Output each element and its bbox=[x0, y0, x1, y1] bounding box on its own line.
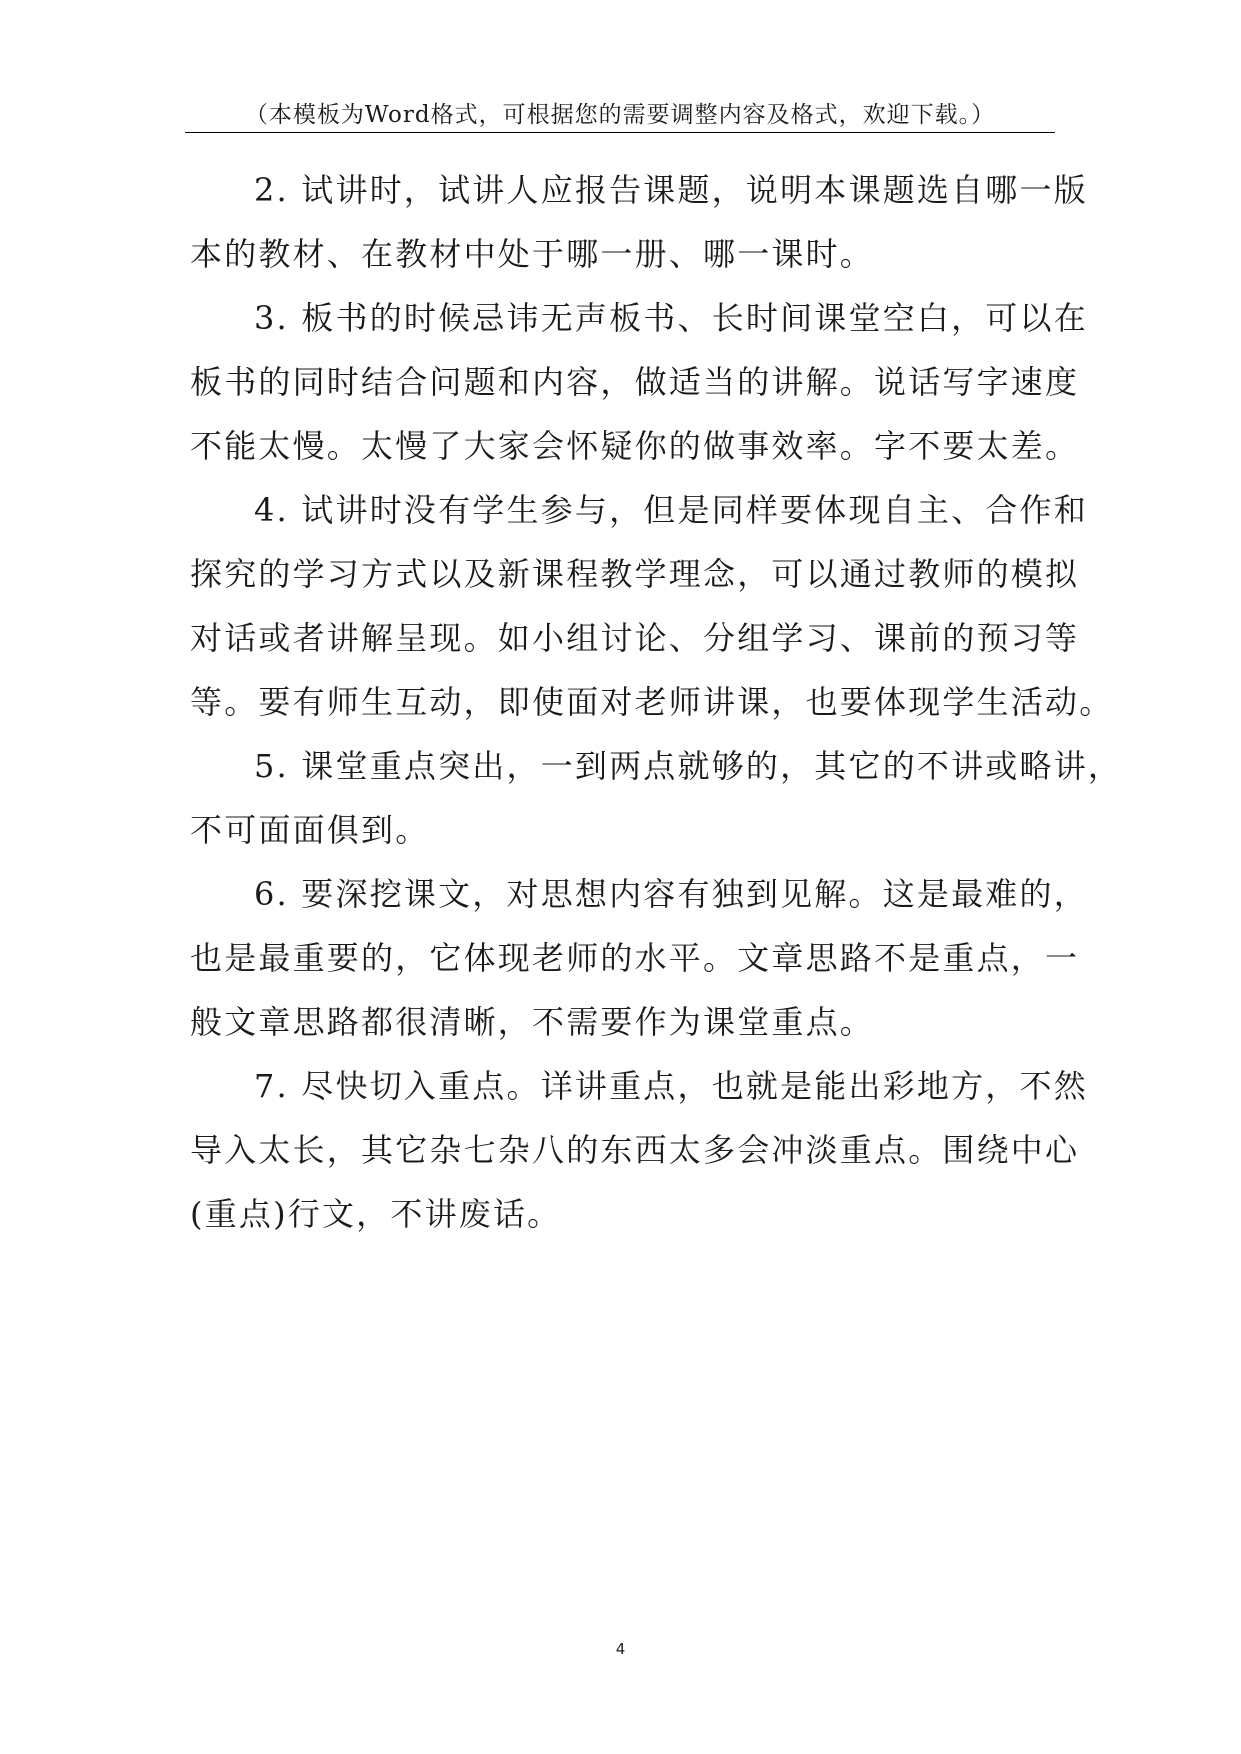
page-number: 4 bbox=[615, 1640, 626, 1658]
text-line: 7. 尽快切入重点。详讲重点，也就是能出彩地方，不然 bbox=[254, 1067, 1088, 1105]
text-line: 导入太长，其它杂七杂八的东西太多会冲淡重点。围绕中心 bbox=[190, 1131, 1080, 1169]
header-divider bbox=[185, 132, 1055, 133]
text-line: 不能太慢。太慢了大家会怀疑你的做事效率。字不要太差。 bbox=[190, 427, 1080, 465]
text-line: 板书的同时结合问题和内容，做适当的讲解。说话写字速度 bbox=[190, 363, 1080, 401]
text-line: 2. 试讲时，试讲人应报告课题，说明本课题选自哪一版 bbox=[254, 171, 1088, 209]
document-body bbox=[190, 158, 1123, 1246]
text-line: 4. 试讲时没有学生参与，但是同样要体现自主、合作和 bbox=[254, 491, 1088, 529]
text-line: 本的教材、在教材中处于哪一册、哪一课时。 bbox=[190, 235, 875, 273]
text-line: 6. 要深挖课文，对思想内容有独到见解。这是最难的， bbox=[254, 875, 1088, 913]
text-line: 对话或者讲解呈现。如小组讨论、分组学习、课前的预习等 bbox=[190, 619, 1080, 657]
header-note: （本模板为Word格式，可根据您的需要调整内容及格式，欢迎下载。） bbox=[244, 102, 996, 128]
text-line: 不可面面俱到。 bbox=[190, 811, 430, 849]
text-line: 探究的学习方式以及新课程教学理念，可以通过教师的模拟 bbox=[190, 555, 1080, 593]
text-line: (重点)行文，不讲废话。 bbox=[190, 1195, 562, 1233]
text-line: 5. 课堂重点突出，一到两点就够的，其它的不讲或略讲， bbox=[254, 747, 1123, 785]
text-line: 般文章思路都很清晰，不需要作为课堂重点。 bbox=[190, 1003, 875, 1041]
text-line: 等。要有师生互动，即使面对老师讲课，也要体现学生活动。 bbox=[190, 683, 1114, 721]
text-line: 3. 板书的时候忌讳无声板书、长时间课堂空白，可以在 bbox=[254, 299, 1088, 337]
text-line: 也是最重要的，它体现老师的水平。文章思路不是重点，一 bbox=[190, 939, 1080, 977]
